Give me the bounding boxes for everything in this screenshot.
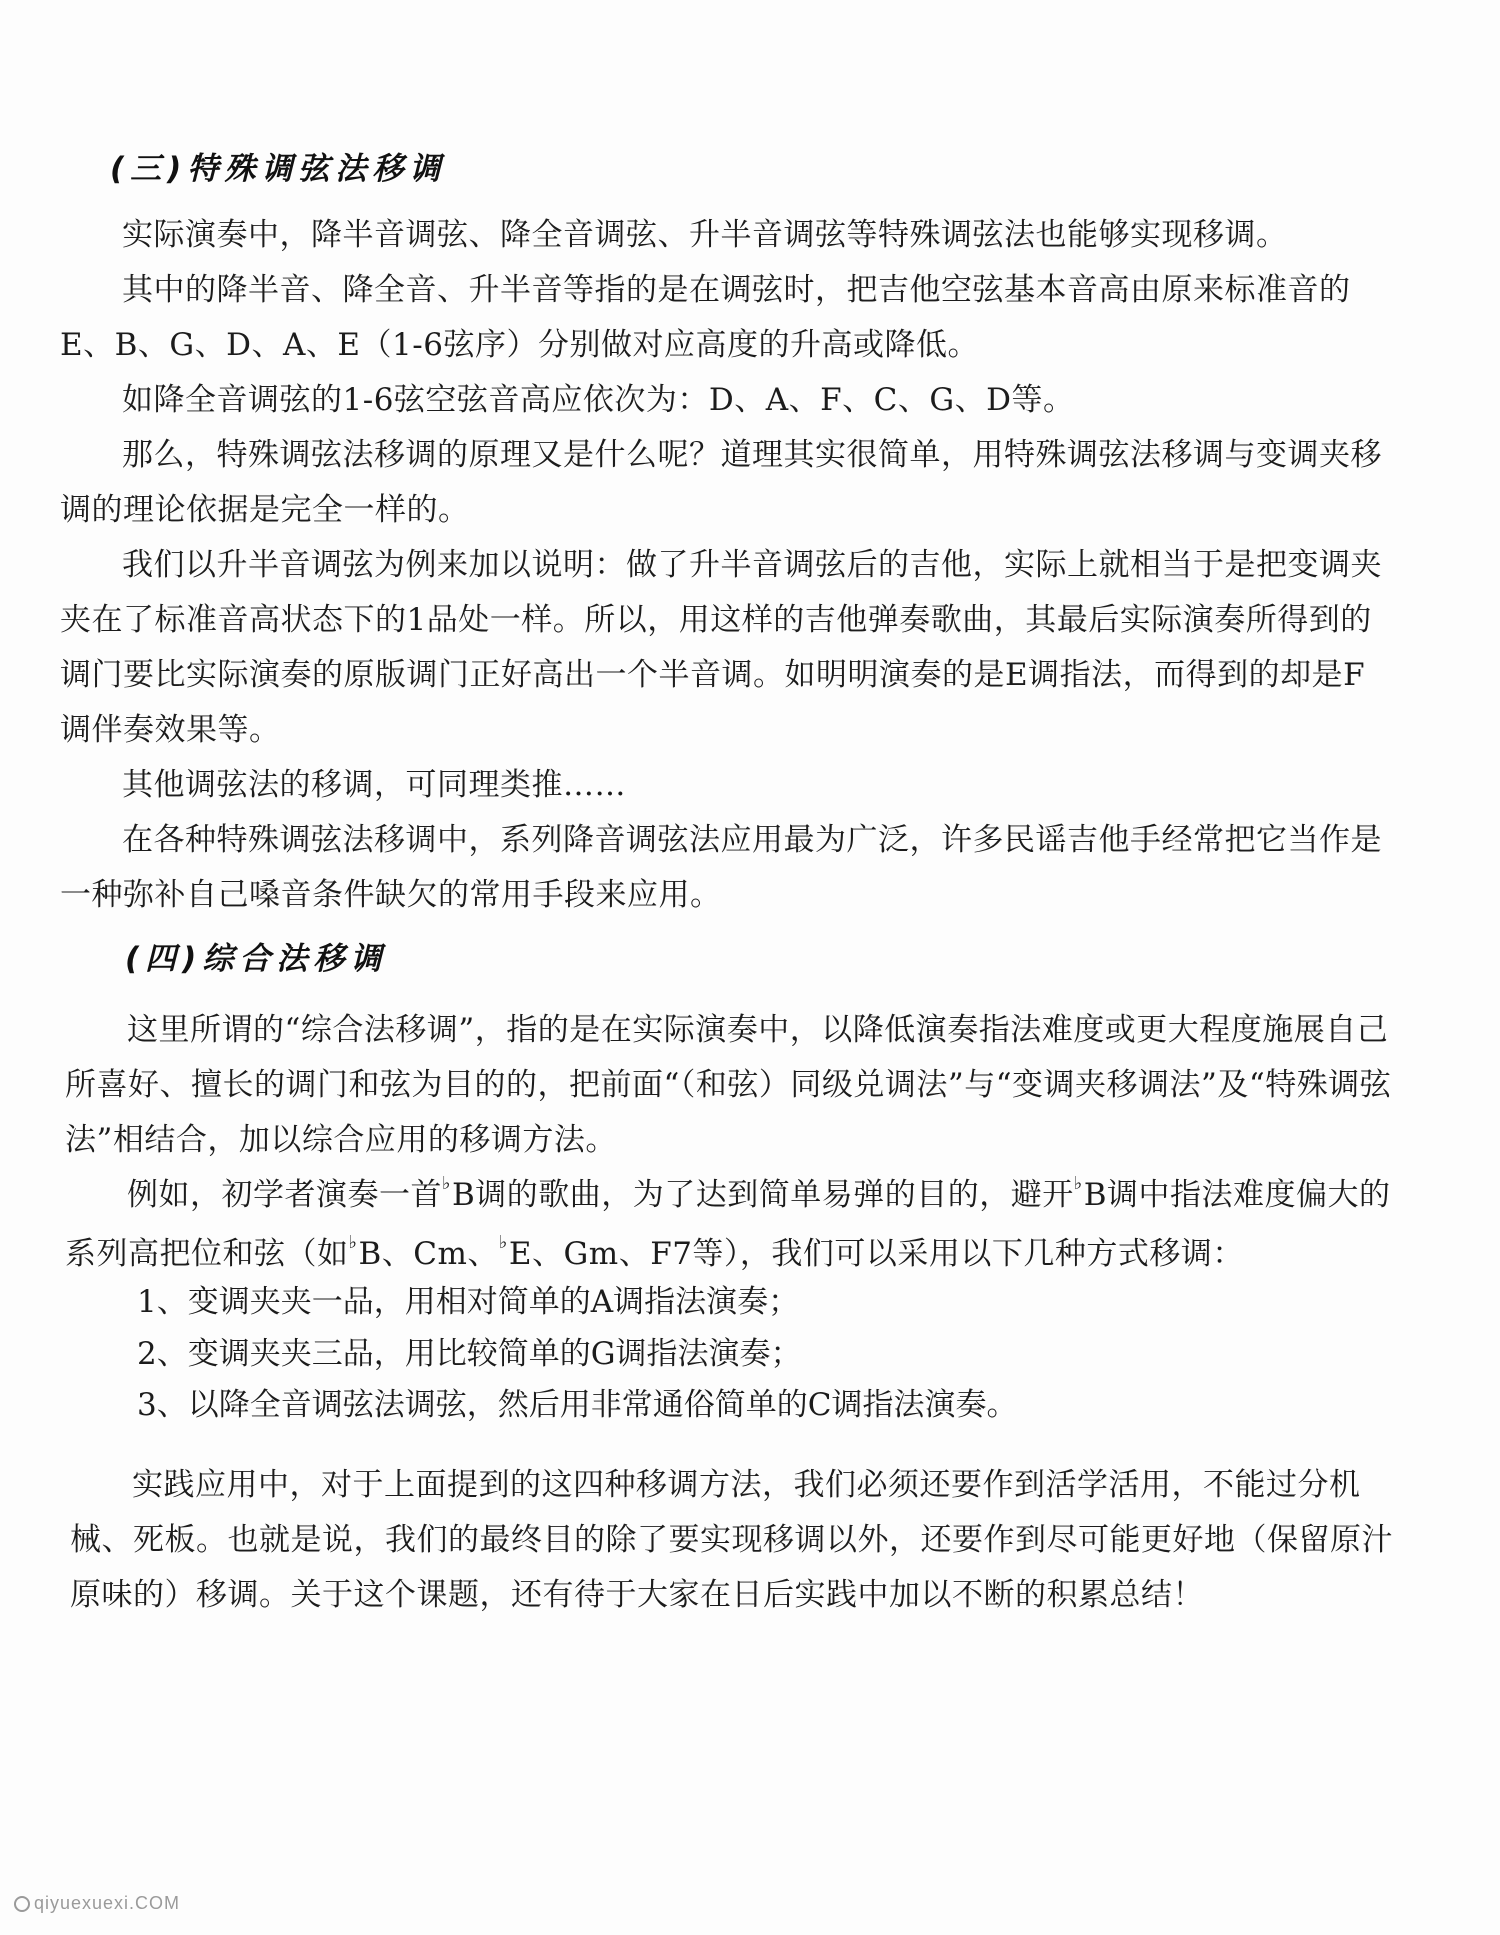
paragraph: 其他调弦法的移调，可同理类推…… <box>122 767 626 803</box>
paragraph: 其中的降半音、降全音、升半音等指的是在调弦时，把吉他空弦基本音高由原来标准音的E、B、G、D、A、E（1-6弦序）分别做对应高度的升高或降低。 <box>60 272 1351 363</box>
paragraph: 如降全音调弦的1-6弦空弦音高应依次为：D、A、F、C、G、D等。 <box>122 382 1075 418</box>
flat-symbol: ♭ <box>498 1232 508 1253</box>
watermark-logo-icon <box>14 1896 30 1912</box>
paragraph: 在各种特殊调弦法移调中，系列降音调弦法应用最为广泛，许多民谣吉他手经常把它当作是一种弥补自己嗓音条件缺欠的常用手段来应用。 <box>60 822 1382 913</box>
paragraph: 实践应用中，对于上面提到的这四种移调方法，我们必须还要作到活学活用，不能过分机械、死板。也就是说，我们的最终目的除了要实现移调以外，还要作到尽可能更好地（保留原汁原味的）移调。关于这个课题，还有待于大家在日后实践中加以不断的积累总结！ <box>70 1467 1393 1613</box>
watermark-text: qiyuexuexi.COM <box>34 1893 181 1913</box>
site-watermark <box>14 1893 180 1914</box>
flat-symbol: ♭ <box>348 1232 358 1253</box>
flat-symbol: ♭ <box>1073 1173 1083 1194</box>
paragraph: 这里所谓的“综合法移调”，指的是在实际演奏中，以降低演奏指法难度或更大程度施展自己所喜好、擅长的调门和弦为目的的，把前面“（和弦）同级兑调法”与“变调夹移调法”及“特殊调弦法”相结合，加以综合应用的移调方法。 <box>65 1012 1392 1158</box>
example-text: B调的歌曲，为了达到简单易弹的目的，避开 <box>452 1177 1074 1213</box>
list-item: 1、变调夹夹一品，用相对简单的A调指法演奏； <box>137 1284 800 1320</box>
section-3-body <box>60 208 1390 923</box>
list-item: 3、以降全音调弦法调弦，然后用非常通俗简单的C调指法演奏。 <box>137 1387 1018 1423</box>
example-text: B调中指法难度偏大的系列高把位和弦（如 <box>65 1177 1391 1272</box>
section-4-body <box>65 1003 1395 1286</box>
paragraph: 实际演奏中，降半音调弦、降全音调弦、升半音调弦等特殊调弦法也能够实现移调。 <box>122 217 1288 253</box>
section-4-heading: (四)综合法移调 <box>125 941 388 977</box>
example-text: E、Gm、F7等），我们可以采用以下几种方式移调： <box>508 1236 1244 1272</box>
example-text: B、Cm、 <box>358 1236 499 1272</box>
example-text: 例如，初学者演奏一首 <box>127 1177 442 1213</box>
paragraph: 那么，特殊调弦法移调的原理又是什么呢？道理其实很简单，用特殊调弦法移调与变调夹移调的理论依据是完全一样的。 <box>60 437 1382 528</box>
flat-symbol: ♭ <box>442 1173 451 1194</box>
example-paragraph <box>65 1168 1395 1286</box>
section-3-heading: (三)特殊调弦法移调 <box>110 151 447 187</box>
list-item: 2、变调夹夹三品，用比较简单的G调指法演奏； <box>137 1336 802 1372</box>
paragraph: 我们以升半音调弦为例来加以说明：做了升半音调弦后的吉他，实际上就相当于是把变调夹夹在了标准音高状态下的1品处一样。所以，用这样的吉他弹奏歌曲，其最后实际演奏所得到的调门要比实际演奏的原版调门正好高出一个半音调。如明明演奏的是E调指法，而得到的却是F调伴奏效果等。 <box>60 547 1382 748</box>
conclusion-body <box>70 1458 1400 1623</box>
